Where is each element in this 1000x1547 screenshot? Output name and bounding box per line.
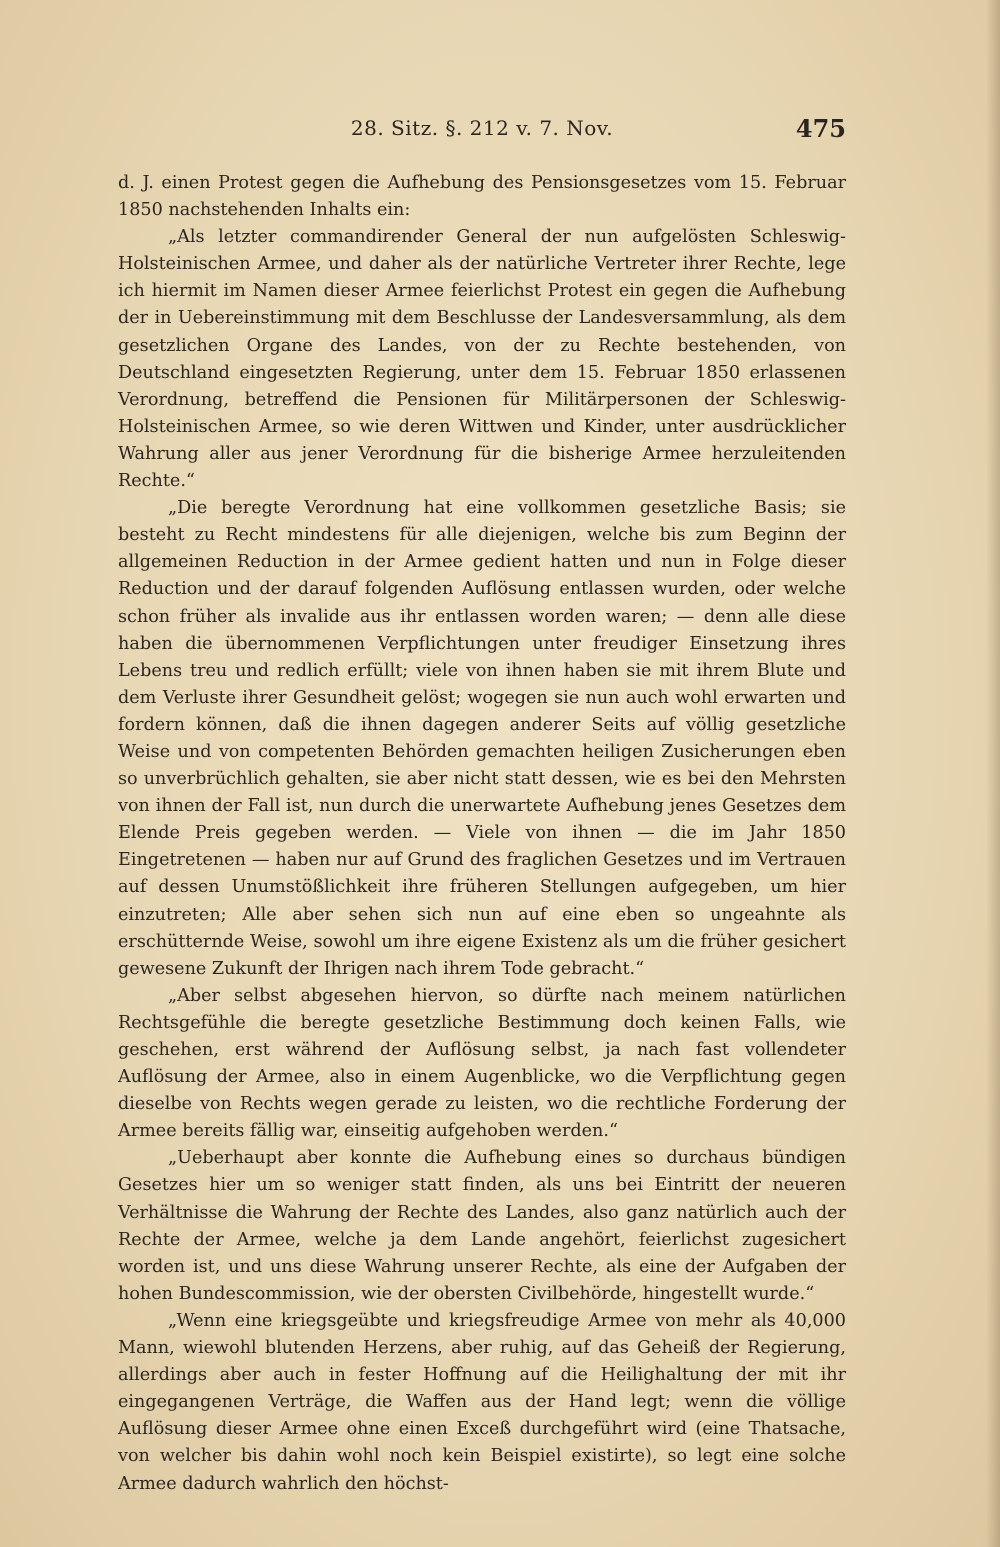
paragraph-basis: „Die beregte Verordnung hat eine vollkommen gesetzliche Basis; sie besteht zu Recht mindestens für alle diejenigen, welche bis zum Beginn der allgemeinen Reduction in der Armee gedient hatten und nun in Folge dieser Reduction und der darauf folgenden Auflösung entlassen wurden, oder welche schon früher als invalide aus ihr entlassen worden waren; — denn alle diese haben die übernommenen Verpflichtungen unter freudiger Einsetzung ihres Lebens treu und redlich erfüllt; viele von ihnen haben sie mit ihrem Blute und dem Verluste ihrer Gesundheit gelöst; wogegen sie nun auch wohl erwarten und fordern können, daß die ihnen dagegen anderer Seits auf völlig gesetzliche Weise und von competenten Behörden gemachten heiligen Zusicherungen eben so unverbrüchlich gehalten, sie aber nicht statt dessen, wie es bei den Mehrsten von ihnen der Fall ist, nun durch die unerwartete Aufhebung jenes Gesetzes dem Elende Preis gegeben werden. — Viele von ihnen — die im Jahr 1850 Eingetretenen — haben nur auf Grund des fraglichen Gesetzes und im Vertrauen auf dessen Unumstößlichkeit ihre früheren Stellungen aufgegeben, um hier einzutreten; Alle aber sehen sich nun auf eine eben so ungeahnte als erschütternde Weise, sowohl um ihre eigene Existenz als um die früher gesichert gewesene Zukunft der Ihrigen nach ihrem Tode gebracht.“ xyxy=(118,498,846,979)
page-number: 475 xyxy=(795,114,846,143)
paragraph-intro: d. J. einen Protest gegen die Aufhebung des Pensionsgesetzes vom 15. Februar 1850 nachstehenden Inhalts ein: xyxy=(118,173,846,221)
body-text xyxy=(118,170,846,1498)
running-head: 28. Sitz. §. 212 v. 7. Nov. xyxy=(350,116,614,140)
page-header xyxy=(118,116,846,152)
paragraph-protest: „Als letzter commandirender General der nun aufgelösten Schleswig-Holsteinischen Armee, und daher als der natürliche Vertreter ihrer Rechte, lege ich hiermit im Namen dieser Armee feierlichst Protest ein gegen die Aufhebung der in Uebereinstimmung mit dem Beschlusse der Landesversammlung, als dem gesetzlichen Organe des Landes, von der zu Rechte bestehenden, von Deutschland eingesetzten Regierung, unter dem 15. Februar 1850 erlassenen Verordnung, betreffend die Pensionen für Militärpersonen der Schleswig-Holsteinischen Armee, so wie deren Wittwen und Kinder, unter ausdrücklicher Wahrung aller aus jener Verordnung für die bisherige Armee herzuleitenden Rechte.“ xyxy=(118,227,846,492)
paragraph-repeal: „Ueberhaupt aber konnte die Aufhebung eines so durchaus bündigen Gesetzes hier um so weniger statt finden, als uns bei Eintritt der neueren Verhältnisse die Wahrung der Rechte des Landes, also ganz natürlich auch der Rechte der Armee, welche ja dem Lande angehört, feierlichst zugesichert worden ist, und uns diese Wahrung unserer Rechte, als eine der Aufgaben der hohen Bundescommission, wie der obersten Civilbehörde, hingestellt wurde.“ xyxy=(118,1148,846,1304)
paragraph-legal-feeling: „Aber selbst abgesehen hiervon, so dürfte nach meinem natürlichen Rechtsgefühle die beregte gesetzliche Bestimmung doch keinen Falls, wie geschehen, erst während der Auflösung selbst, ja nach fast vollendeter Auflösung der Armee, also in einem Augenblicke, wo die Verpflichtung gegen dieselbe von Rechts wegen gerade zu leisten, wo die rechtliche Forderung der Armee bereits fällig war, einseitig aufgehoben werden.“ xyxy=(118,985,846,1142)
paragraph-army: „Wenn eine kriegsgeübte und kriegsfreudige Armee von mehr als 40,000 Mann, wiewohl blutenden Herzens, aber ruhig, auf das Geheiß der Regierung, allerdings aber auch in fester Hoffnung auf die Heilighaltung der mit ihr eingegangenen Verträge, die Waffen aus der Hand legt; wenn die völlige Auflösung dieser Armee ohne einen Exceß durchgeführt wird (eine Thatsache, von welcher bis dahin wohl noch kein Beispiel existirte), so legt eine solche Armee dadurch wahrlich den höchst- xyxy=(118,1310,846,1494)
